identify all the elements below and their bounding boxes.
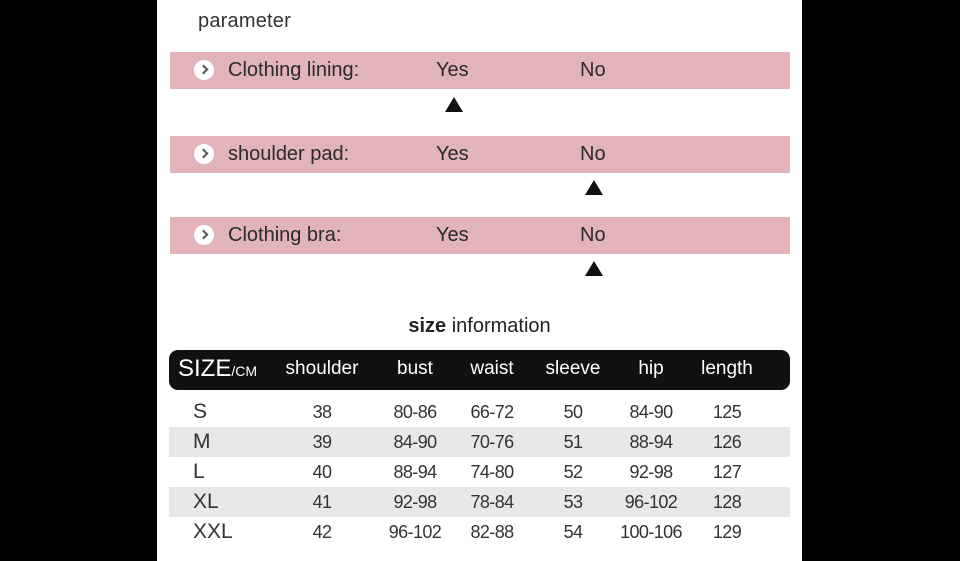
size-label: S — [193, 400, 208, 423]
column-header-sleeve: sleeve — [545, 358, 601, 379]
table-cell-sleeve: 52 — [563, 462, 583, 482]
table-cell-shoulder: 42 — [312, 522, 332, 542]
table-cell-length: 129 — [712, 522, 742, 542]
table-cell-length: 126 — [712, 432, 742, 452]
param-label: Clothing lining: — [228, 59, 360, 81]
param-option-no: No — [580, 143, 606, 165]
table-row — [169, 397, 790, 427]
chevron-right-icon — [194, 60, 214, 80]
table-cell-length: 128 — [712, 492, 742, 512]
selection-triangle-icon — [585, 180, 603, 195]
size-information-title: size information — [408, 315, 551, 337]
table-row — [169, 487, 790, 517]
table-cell-bust: 80-86 — [393, 402, 437, 422]
table-cell-hip: 100-106 — [620, 522, 682, 542]
table-cell-shoulder: 38 — [312, 402, 332, 422]
table-cell-hip: 88-94 — [629, 432, 673, 452]
size-label: XL — [193, 490, 219, 513]
param-label: Clothing bra: — [228, 224, 342, 246]
selection-triangle-icon — [585, 261, 603, 276]
table-cell-waist: 82-88 — [470, 522, 514, 542]
table-cell-sleeve: 54 — [563, 522, 583, 542]
table-cell-shoulder: 39 — [312, 432, 332, 452]
table-cell-sleeve: 51 — [563, 432, 583, 452]
param-row-shoulder-pad — [170, 136, 790, 173]
table-cell-hip: 84-90 — [629, 402, 673, 422]
size-label: L — [193, 460, 205, 483]
param-option-yes: Yes — [436, 224, 469, 246]
param-option-yes: Yes — [436, 59, 469, 81]
size-label: XXL — [193, 520, 233, 543]
table-row — [169, 457, 790, 487]
product-detail-page — [157, 0, 802, 561]
table-cell-length: 125 — [712, 402, 742, 422]
table-cell-sleeve: 50 — [563, 402, 583, 422]
table-cell-waist: 66-72 — [470, 402, 514, 422]
table-cell-sleeve: 53 — [563, 492, 583, 512]
table-cell-waist: 70-76 — [470, 432, 514, 452]
table-cell-hip: 92-98 — [629, 462, 673, 482]
chevron-right-icon — [194, 225, 214, 245]
table-row — [169, 517, 790, 547]
param-label: shoulder pad: — [228, 143, 350, 165]
column-header-hip: hip — [638, 358, 664, 379]
table-cell-shoulder: 40 — [312, 462, 332, 482]
size-table-header — [169, 350, 790, 390]
selection-triangle-icon — [445, 97, 463, 112]
param-row-clothing-lining — [170, 52, 790, 89]
size-unit-header: SIZE/CM — [178, 355, 258, 382]
table-cell-shoulder: 41 — [312, 492, 332, 512]
table-cell-hip: 96-102 — [624, 492, 678, 512]
table-cell-bust: 96-102 — [388, 522, 442, 542]
table-cell-waist: 78-84 — [470, 492, 514, 512]
column-header-bust: bust — [397, 358, 433, 379]
column-header-waist: waist — [470, 358, 514, 379]
param-option-yes: Yes — [436, 143, 469, 165]
table-cell-length: 127 — [712, 462, 742, 482]
table-row — [169, 427, 790, 457]
table-cell-bust: 88-94 — [393, 462, 437, 482]
param-row-clothing-bra — [170, 217, 790, 254]
size-label: M — [193, 430, 211, 453]
table-cell-waist: 74-80 — [470, 462, 514, 482]
column-header-length: length — [701, 358, 753, 379]
param-option-no: No — [580, 59, 606, 81]
parameter-title: parameter — [198, 10, 291, 32]
chevron-right-icon — [194, 144, 214, 164]
table-cell-bust: 92-98 — [393, 492, 437, 512]
column-header-shoulder: shoulder — [285, 358, 359, 379]
param-option-no: No — [580, 224, 606, 246]
table-cell-bust: 84-90 — [393, 432, 437, 452]
